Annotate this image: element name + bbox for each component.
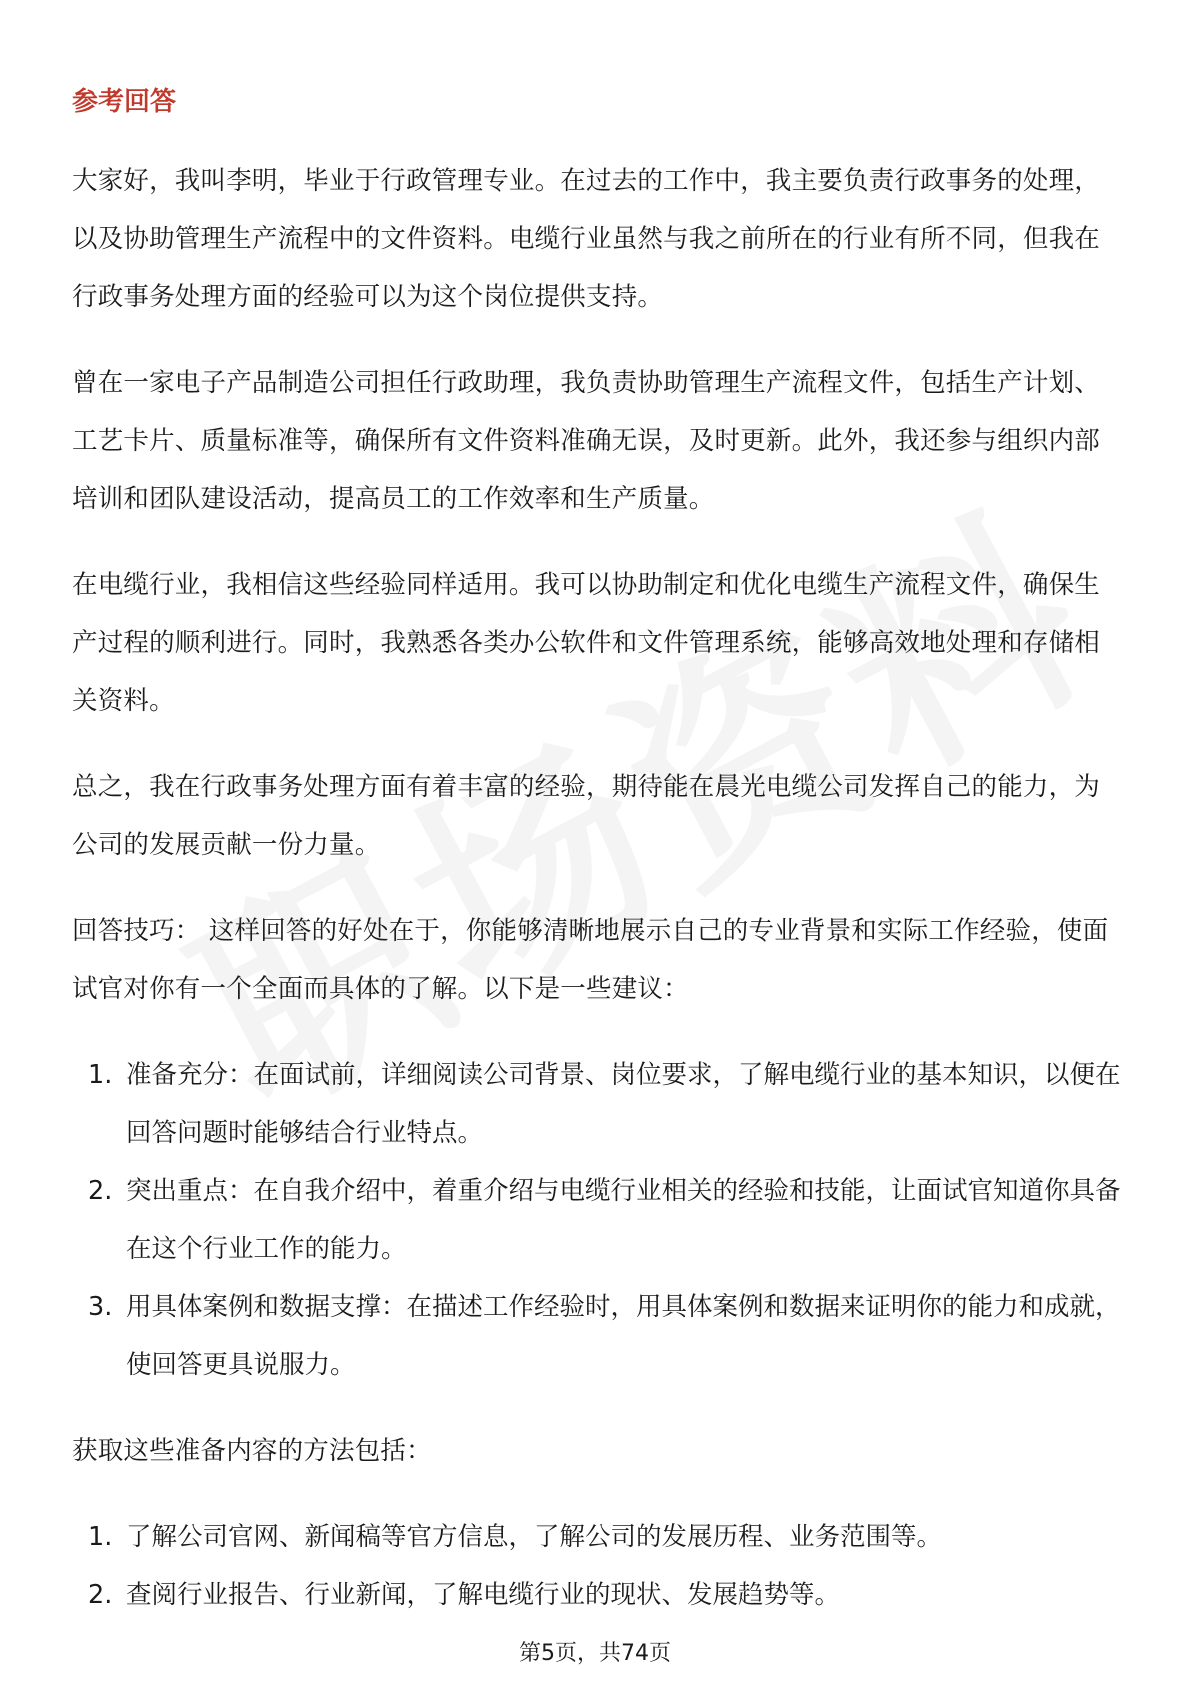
page-number-footer: 第5页，共74页 [519,1641,671,1666]
list-item [72,1508,1122,1566]
list-item-text: 了解公司官网、新闻稿等官方信息，了解公司的发展历程、业务范围等。 [126,1522,943,1552]
paragraph-experience: 曾在一家电子产品制造公司担任行政助理，我负责协助管理生产流程文件，包括生产计划、工艺卡片、质量标准等，确保所有文件资料准确无误，及时更新。此外，我还参与组织内部培训和团队建设活动，提高员工的工作效率和生产质量。 [72,368,1101,514]
list-item [72,1278,1122,1394]
list-item-text: 查阅行业报告、行业新闻，了解电缆行业的现状、发展趋势等。 [126,1580,841,1610]
paragraph-intro: 大家好，我叫李明，毕业于行政管理专业。在过去的工作中，我主要负责行政事务的处理，以及协助管理生产流程中的文件资料。电缆行业虽然与我之前所在的行业有所不同，但我在行政事务处理方面的经验可以为这个岗位提供支持。 [72,166,1101,312]
list-number: 1. [88,1060,113,1090]
list-item [72,1046,1122,1162]
list-number: 2. [88,1176,113,1206]
list-number: 1. [88,1522,113,1552]
paragraph-industry: 在电缆行业，我相信这些经验同样适用。我可以协助制定和优化电缆生产流程文件，确保生产过程的顺利进行。同时，我熟悉各类办公软件和文件管理系统，能够高效地处理和存储相关资料。 [72,570,1101,716]
paragraph-tips-intro: 回答技巧： 这样回答的好处在于，你能够清晰地展示自己的专业背景和实际工作经验，使面试官对你有一个全面而具体的了解。以下是一些建议： [72,916,1109,1004]
paragraph-methods-intro: 获取这些准备内容的方法包括： [72,1436,432,1466]
section-title: 参考回答 [72,87,177,117]
paragraph-summary: 总之，我在行政事务处理方面有着丰富的经验，期待能在晨光电缆公司发挥自己的能力，为公司的发展贡献一份力量。 [72,772,1101,860]
list-item-text: 用具体案例和数据支撑：在描述工作经验时，用具体案例和数据来证明你的能力和成就，使回答更具说服力。 [126,1292,1121,1380]
document-content [72,82,1122,1652]
list-number: 2. [88,1580,113,1610]
methods-list [72,1508,1122,1624]
list-item-text: 突出重点：在自我介绍中，着重介绍与电缆行业相关的经验和技能，让面试官知道你具备在这个行业工作的能力。 [126,1176,1121,1264]
list-item [72,1566,1122,1624]
list-number: 3. [88,1292,113,1322]
list-item [72,1162,1122,1278]
tips-list [72,1046,1122,1394]
list-item-text: 准备充分：在面试前，详细阅读公司背景、岗位要求，了解电缆行业的基本知识，以便在回答问题时能够结合行业特点。 [126,1060,1121,1148]
